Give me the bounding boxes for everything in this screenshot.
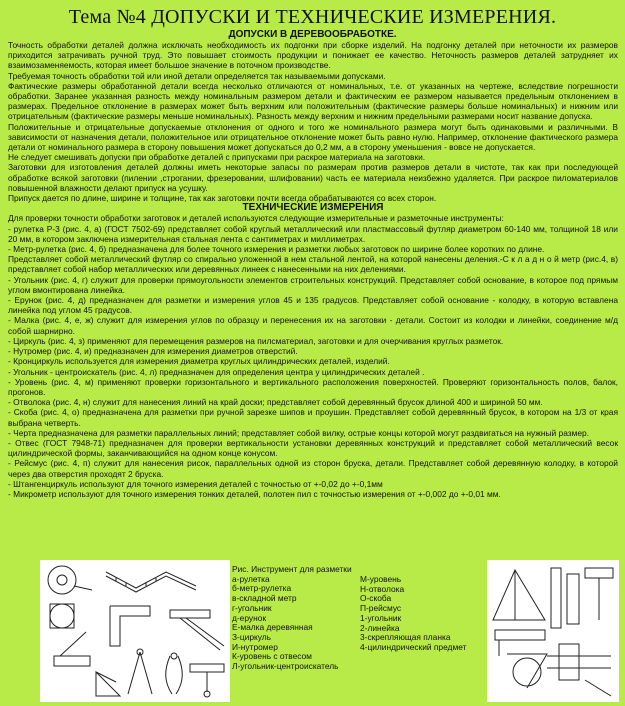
tools-illustration-left: [40, 560, 230, 702]
caption-line: К-уровень с отвесом: [232, 651, 312, 662]
caption-line: М-уровень: [360, 574, 402, 584]
paragraph: - Угольник - центроискатель (рис. 4, л) предназначен для определения центра у цилиндрических деталей .: [8, 366, 425, 377]
figure-caption-right: [360, 575, 466, 653]
caption-line: И-нутромер: [232, 641, 278, 652]
caption-line: П-рейсмус: [360, 603, 402, 614]
caption-line: Н-отволока: [360, 583, 405, 594]
paragraph: Не следует смешивать допуски при обработке деталей с припусками при раскрое материала на заготовки.: [8, 152, 426, 163]
paragraph: - рулетка Р-3 (рис. 4, а) (ГОСТ 7502-69) представляет собой круглый металлический или пластмассовый футляр диаметром 60-140 мм, толщиной 18 или 20 мм, в котором заключена измерительная стальная лента с сантиметрах и миллиметрах.: [8, 223, 618, 244]
paragraph: - Угольник (рис. 4, г) служит для проверки прямоугольности элементов строительных конструкций. Представляет собой основание, в которое под прямым углом вмонтирована линейка.: [8, 274, 618, 295]
paragraph: Для проверки точности обработки заготовок и деталей используются следующие измерительные и разметочные инструменты:: [8, 213, 504, 224]
caption-line: 1-угольник: [360, 612, 402, 623]
paragraph: - Микрометр используют для точного измерения тонких деталей, полотен пил с точностью измерения от +-0,002 до +-0,01 мм.: [8, 488, 501, 499]
caption-line: д-ерунок: [232, 612, 267, 623]
caption-line: б-метр-рулетка: [232, 583, 292, 594]
subtitle: ДОПУСКИ В ДЕРЕВООБРАБОТКЕ.: [228, 29, 397, 40]
section-heading: ТЕХНИЧЕСКИЕ ИЗМЕРЕНИЯ: [242, 202, 384, 214]
paragraph: - Рейсмус (рис. 4, п) служит для нанесения рисок, параллельных одной из сторон бруска, детали. Представляет собой деревянную колодку, в которой через два отверстия проходят 2 бруска.: [8, 458, 618, 479]
caption-line: Рис. Инструмент для разметки: [232, 564, 352, 574]
caption-line: Е-малка деревянная: [232, 622, 313, 633]
paragraph: Фактические размеры обработанной детали всегда несколько отличаются от номинальных, т.е. от указанных на чертеже, вследствие погрешности обработки. Заранее указанная разность между номинальным размером детали и фактическим ее размером называется предельным отклонением в размерах. Предельное отклонение в размерах может быть верхним или положительным (фактические размеры больше номинальных) и нижним или отрицательным (фактические размеры меньше номинальных). Разность между верхним и нижним предельными размерами носит название допуска.: [8, 80, 618, 122]
paragraph: - Скоба (рис. 4, о) предназначена для разметки при ручной зарезке шипов и проушин. Представляет собой деревянный брусок, в котором на 1/3 от края выбрана четверть.: [8, 407, 618, 428]
caption-line: О-скоба: [360, 593, 392, 604]
caption-line: 4-цилиндрический предмет: [360, 641, 467, 652]
caption-line: 3-скрепляющая планка: [360, 632, 451, 643]
caption-line: 2-линейка: [360, 622, 400, 633]
caption-line: а-рулетка: [232, 573, 270, 584]
caption-line: г-угольник: [232, 602, 272, 613]
paragraph: - Черта предназначена для разметки параллельных линий; представляет собой вилку, острые концы которой могут раздвигаться на нужный размер.: [8, 427, 590, 438]
paragraph: Требуемая точность обработки той или иной детали определяется так называемыми допусками.: [8, 70, 386, 81]
paragraph: - Циркуль (рис. 4, з) применяют для перемещения размеров на пилсматериал, заготовки и для очерчивания круглых разметок.: [8, 335, 504, 346]
paragraph: - Ерунок (рис. 4, д) предназначен для разметки и измерения углов 45 и 135 градусов. Представляет собой основание - колодку, в которую вставлена линейка под углом 45 градусов.: [8, 295, 618, 316]
tools-illustration-right: [487, 560, 619, 702]
paragraph: Точность обработки деталей должна исключать необходимость их подгонки при сборке изделий. На подгонку деталей при неточности их размеров приходится затрачивать ручной труд. Это повышает стоимость продукции и понижает ее качество. Неточность размеров деталей затрудняет их взаимозаменяемость, которая имеет большое значение в поточном производстве.: [8, 40, 618, 71]
paragraph: Положительные и отрицательные допускаемые отклонения от одного и того же номинального размера могут быть одинаковыми и различными. В зависимости от назначения детали, положительное или отрицательное отклонение может быть равно нулю. Например, отклонение фактического размера детали от номинального размера в сторону повышения может допускаться до 0,2 мм, а в сторону уменьшения - вовсе не допускается.: [8, 121, 618, 153]
paragraph: - Отвес (ГОСТ 7948-71) предназначен для проверки вертикальности установки деревянных конструкций и представляет собой металлический весок цилиндрической формы, заканчивающийся на одном конце конусом.: [8, 437, 618, 459]
caption-line: в-складной метр: [232, 593, 297, 604]
paragraph: Припуск дается по длине, ширине и толщине, так как заготовки почти всегда обрабатываются со всех сторон.: [8, 193, 437, 204]
body-text: [8, 40, 618, 499]
paragraph: Заготовки для изготовления деталей должны иметь некоторые запасы по размерам против размеров детали в чистоте, так как при последующей обработке всякой заготовки (пилении ,строгании, фрезеровании, шлифовании) часть ее материала неизбежно удаляется. При раскрое пиломатериалов повышенной влажности делают припуск на усушку.: [8, 162, 618, 193]
caption-line: Л-угольник-центроискатель: [232, 661, 339, 672]
paragraph: - Уровень (рис. 4, м) применяют проверки горизонтального и вертикального расположения поверхностей. Проверяют горизонтальность полов, балок, прогонов.: [8, 376, 618, 397]
paragraph: - Штангенциркуль используют для точного измерения деталей с точностью от +-0,02 до +-0,1мм: [8, 478, 383, 489]
caption-line: З-циркуль: [232, 631, 271, 642]
paragraph: - Метр-рулетка (рис. 4, б) предназначена для более точного измерения и разметки любых заготовок по ширине более коротких по длине.: [8, 244, 545, 255]
paragraph: - Нутромер (рис. 4, и) предназначен для измерения диаметров отверстий.: [8, 346, 298, 357]
paragraph: - Кронциркуль используется для измерения диаметра круглых цилиндрических деталей, изделий.: [8, 356, 390, 367]
paragraph: Представляет собой металлический футляр со спирально уложенной в нем стальной лентой, на которой нанесены деления.-С к л а д н о й метр (рис.4, в) представляет собой набор металлических или деревянных линеек с нанесенными на них делениями.: [8, 254, 618, 275]
page-title: Тема №4 ДОПУСКИ И ТЕХНИЧЕСКИЕ ИЗМЕРЕНИЯ.: [68, 6, 557, 28]
figure-caption-left: [232, 565, 352, 672]
paragraph: - Отволока (рис. 4, н) служит для нанесения линий на край доски; представляет собой деревянный брусок длиной 400 и шириной 50 мм.: [8, 397, 543, 408]
paragraph: - Малка (рис. 4, е, ж) служит для измерения углов по образцу и перенесения их на заготовки - детали. Состоит из колодки и линейки, соединение м/д собой шарнирно.: [8, 315, 618, 336]
